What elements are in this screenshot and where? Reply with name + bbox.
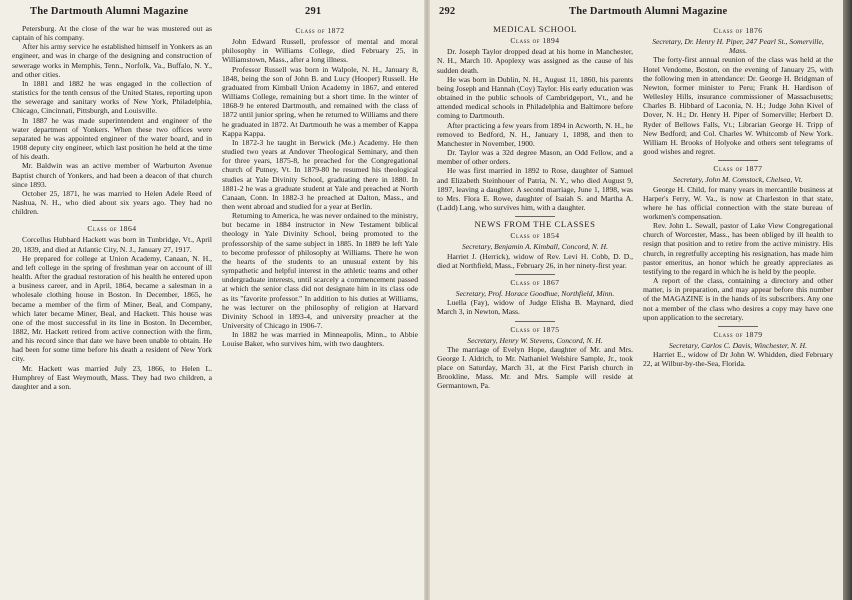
paragraph: In 1882 he was married in Minneapolis, Minn., to Abbie Louise Baker, who survives him, with two daughters. [222, 330, 418, 349]
paragraph: Corcellus Hubbard Hackett was born in Tunbridge, Vt., April 20, 1839, and died at Atlantic City, N. J., January 27, 1917. [12, 235, 212, 254]
secretary-line: Secretary, Carlos C. Davis, Winchester, N. H. [668, 341, 808, 350]
paragraph: Harriet J. (Herrick), widow of Rev. Levi H. Cobb, D. D., died at Northfield, Mass., February 26, in her ninety-first year. [437, 251, 633, 270]
secretary-line: Secretary, Dr. Henry H. Piper, 247 Pearl St., Somerville, Mass. [652, 37, 824, 56]
paragraph: John Edward Russell, professor of mental and moral philosophy in Williams College, died February 25, in Williamstown, Mass., after a long illness. [222, 37, 418, 65]
paragraph: Petersburg. At the close of the war he was mustered out as captain of his company. [12, 24, 212, 43]
paragraph: He prepared for college at Union Academy, Canaan, N. H., and left college in the spring of freshman year on account of ill health. After the gradual restoration of his health he entered upon a business career, and in April, 1864, became a salesman in a wholesale clothing house in Boston. In December, 1865, he became a member of the firm of Miner, Beal, and Company, which later became Miner, Beal, and Hackett. This house was one of the most successful in its line in Boston. In December, 1882, Mr. Hackett retired from active connection with the firm, and his record since that date we have been unable to obtain. He had been for some time before his death a resident of New York city. [12, 253, 212, 364]
class-heading: Class of 1875 [510, 324, 560, 334]
paragraph: A report of the class, containing a directory and other matter, is in preparation, and may appear before this number of the MAGAZINE is in the hands of its subscribers. Any one not a member of the class who desires a copy may have one upon application to the secretary. [643, 276, 833, 322]
paragraph: In 1872-3 he taught in Berwick (Me.) Academy. He then studied two years at Andover Theological Seminary, and then for three years, 1875-8, he preached for the Congregational church of Putney, Vt. In 1879-80 he resumed his theological studies at Yale Divinity School, graduating there in 1880. In 1881-2 he was a graduate student at Yale and preached at North Canaan, Conn. In 1882-3 he preached at Dalton, Mass., and then went abroad and studied for a year at Berlin. [222, 137, 418, 211]
section-divider [92, 220, 132, 221]
paragraph: The marriage of Evelyn Hope, daughter of Mr. and Mrs. George I. Aldrich, to Mr. Nathaniel Welshire Sample, Jr., took place on Saturday, March 31, at the First Parish church in Brookline, Mass. Mr. and Mrs. Sample will reside at Germantown, Pa. [437, 344, 633, 391]
page-gutter [424, 0, 430, 600]
section-divider [515, 274, 555, 275]
left-column-1 [12, 24, 212, 391]
class-heading: Class of 1872 [295, 26, 345, 35]
paragraph: In 1887 he was made superintendent and engineer of the water department of Yonkers. When these two offices were separated he was appointed engineer of the water board, and in 1908 deputy city engineer, which last position he held at the time of his death. [12, 115, 212, 162]
left-column-2 [222, 24, 418, 348]
section-divider [515, 216, 555, 217]
class-heading: Class of 1854 [510, 231, 560, 241]
section-heading: NEWS FROM THE CLASSES [474, 219, 596, 230]
paragraph: Mr. Baldwin was an active member of Warburton Avenue Baptist church of Yonkers, and had been a deacon of that church since 1893. [12, 161, 212, 189]
class-heading: Class of 1894 [510, 36, 560, 46]
paragraph: October 25, 1871, he was married to Helen Adele Reed of Nashua, N. H., who died about six years ago. They had no children. [12, 188, 212, 217]
paragraph: Mr. Hackett was married July 23, 1866, to Helen L. Humphrey of East Weymouth, Mass. They had two children, a daughter and a son. [12, 363, 212, 391]
left-header-title: The Dartmouth Alumni Magazine [30, 6, 189, 17]
paragraph: In 1881 and 1882 he was engaged in the collection of statistics for the tenth census of the United States, reporting upon the sewerage and sanitary works of New York, Philadelphia, Chicago, Cincinnati, Pittsburgh, and Louisville. [12, 78, 212, 116]
right-column-1 [437, 24, 633, 391]
secretary-line: Secretary, Benjamin A. Kimball, Concord, N. H. [461, 242, 609, 252]
paragraph: Professor Russell was born in Walpole, N. H., January 8, 1848, being the son of John B. and Lucy (Hooper) Russell. He graduated from Kimball Union Academy in 1867, and entered Williams College, remaining but a short time. In the winter of 1868-9 he entered Dartmouth, and remained with the class of 1872 until junior spring, when he returned to Williams and there he graduated in 1872. At Dartmouth he was a member of Kappa Kappa Kappa. [222, 64, 418, 138]
class-heading: Class of 1879 [713, 329, 763, 339]
paragraph: Luella (Fay), widow of Judge Elisha B. Maynard, died March 3, in Newton, Mass. [437, 298, 633, 317]
right-header-title: The Dartmouth Alumni Magazine [569, 6, 728, 17]
right-page-number: 292 [439, 6, 456, 17]
paragraph: Returning to America, he was never ordained to the ministry, but became in 1884 instructor in New Testament biblical theology in Yale Divinity School, being promoted to the professorship of the same subject in 1885. In 1889 he left Yale to become professor of philosophy at Williams. There he won the hearts of the students to an unusual extent by his sympathetic and helpful interest in the athletic teams and other undergraduate interests, until scarcely a commencement passed at which the senior class did not designate him in its class ode as its "favorite professor." In addition to his duties at Williams, he was lecturer on the philosophy of religion at Harvard Divinity School in 1893-4, and university preacher at the University of Chicago in 1906-7. [222, 211, 418, 330]
section-divider [718, 326, 758, 327]
paragraph: Harriet E., widow of Dr John W. Whidden, died February 22, at Wilbur-by-the-Sea, Florida. [643, 350, 833, 369]
left-page-number: 291 [305, 6, 322, 17]
paragraph: Dr. Joseph Taylor dropped dead at his home in Manchester, N. H., March 10. Apoplexy was assigned as the cause of his sudden death. [437, 47, 633, 75]
right-page [427, 0, 843, 600]
secretary-line: Secretary, Henry W. Stevens, Concord, N. H. [467, 335, 603, 345]
secretary-line: Secretary, Prof. Horace Goodhue, Northfield, Minn. [455, 289, 615, 299]
class-heading: Class of 1876 [713, 26, 763, 35]
section-heading: MEDICAL SCHOOL [493, 24, 577, 34]
paragraph: He was born in Dublin, N. H., August 11, 1860, his parents being Joseph and Hannah (Coy) Taylor. His early education was obtained in the public schools of Cambridgeport, Vt., and he attended medical schools in Philadelphia and Baltimore before coming to Dartmouth. [437, 74, 633, 121]
class-heading: Class of 1867 [510, 277, 560, 287]
class-heading: Class of 1864 [87, 224, 137, 234]
paragraph: Rev. John L. Sewall, pastor of Lake View Congregational church of Worcester, Mass., has been obliged by ill health to resign that position and to retire from the active ministry. His church, in regretfully accepting his resignation, has made him pastor emeritus, an honor which he greatly appreciates as testifying to the regard in which he is held by the people. [643, 221, 833, 276]
paragraph: Dr. Taylor was a 32d degree Mason, an Odd Fellow, and a member of other orders. [437, 148, 633, 167]
right-column-2 [643, 24, 833, 368]
section-divider [515, 321, 555, 322]
paragraph: The forty-first annual reunion of the class was held at the Hotel Vendome, Boston, on the evening of January 25, with the following men in attendance: Dr. George H. Bridgman of Newton, former minister to Peru; Frank H. Hardison of Wellesley Hills, insurance commissioner of Massachusetts; Charles B. Hibbard of Laconia, N. H.; Judge John Kivel of Dover, N. H.; Dr. Henry H. Piper of Somerville; Herbert D. Ryder of Bellows Falls, Vt.; Librarian George H. Tripp of New Bedford; and Col. Charles W. Whitcomb of New York. William H. Brooks of Holyoke and others sent telegrams of good wishes and regret. [643, 55, 833, 157]
secretary-line: Secretary, John M. Comstock, Chelsea, Vt. [673, 175, 803, 185]
paragraph: After his army service he established himself in Yonkers as an engineer, and was in charge of the designing and construction of sewerage works in Memphis, Tenn., Norfolk, Va., Buffalo, N. Y., and other cities. [12, 42, 212, 79]
section-divider [718, 160, 758, 161]
paragraph: He was first married in 1892 to Rose, daughter of Samuel and Elizabeth Steinhouer of Patria, N. Y., who died August 9, 1897, leaving a daughter. A second marriage, June 1, 1898, was to Mrs. Flora E. Rowe, daughter of Isaiah S. and Martha A. (Ladd) Lang, who survives him, with a daughter. [437, 166, 633, 212]
paragraph: After practicing a few years from 1894 in Acworth, N. H., he removed to Bedford, N. H., January 1, 1898, and then to Manchester in November, 1900. [437, 120, 633, 148]
class-heading: Class of 1877 [713, 164, 763, 174]
book-edge [843, 0, 852, 600]
paragraph: George H. Child, for many years in mercantile business at Harper's Ferry, W. Va., is now at Charleston in that state, where he has official connection with the state bureau of workmen's compensation. [643, 184, 833, 221]
